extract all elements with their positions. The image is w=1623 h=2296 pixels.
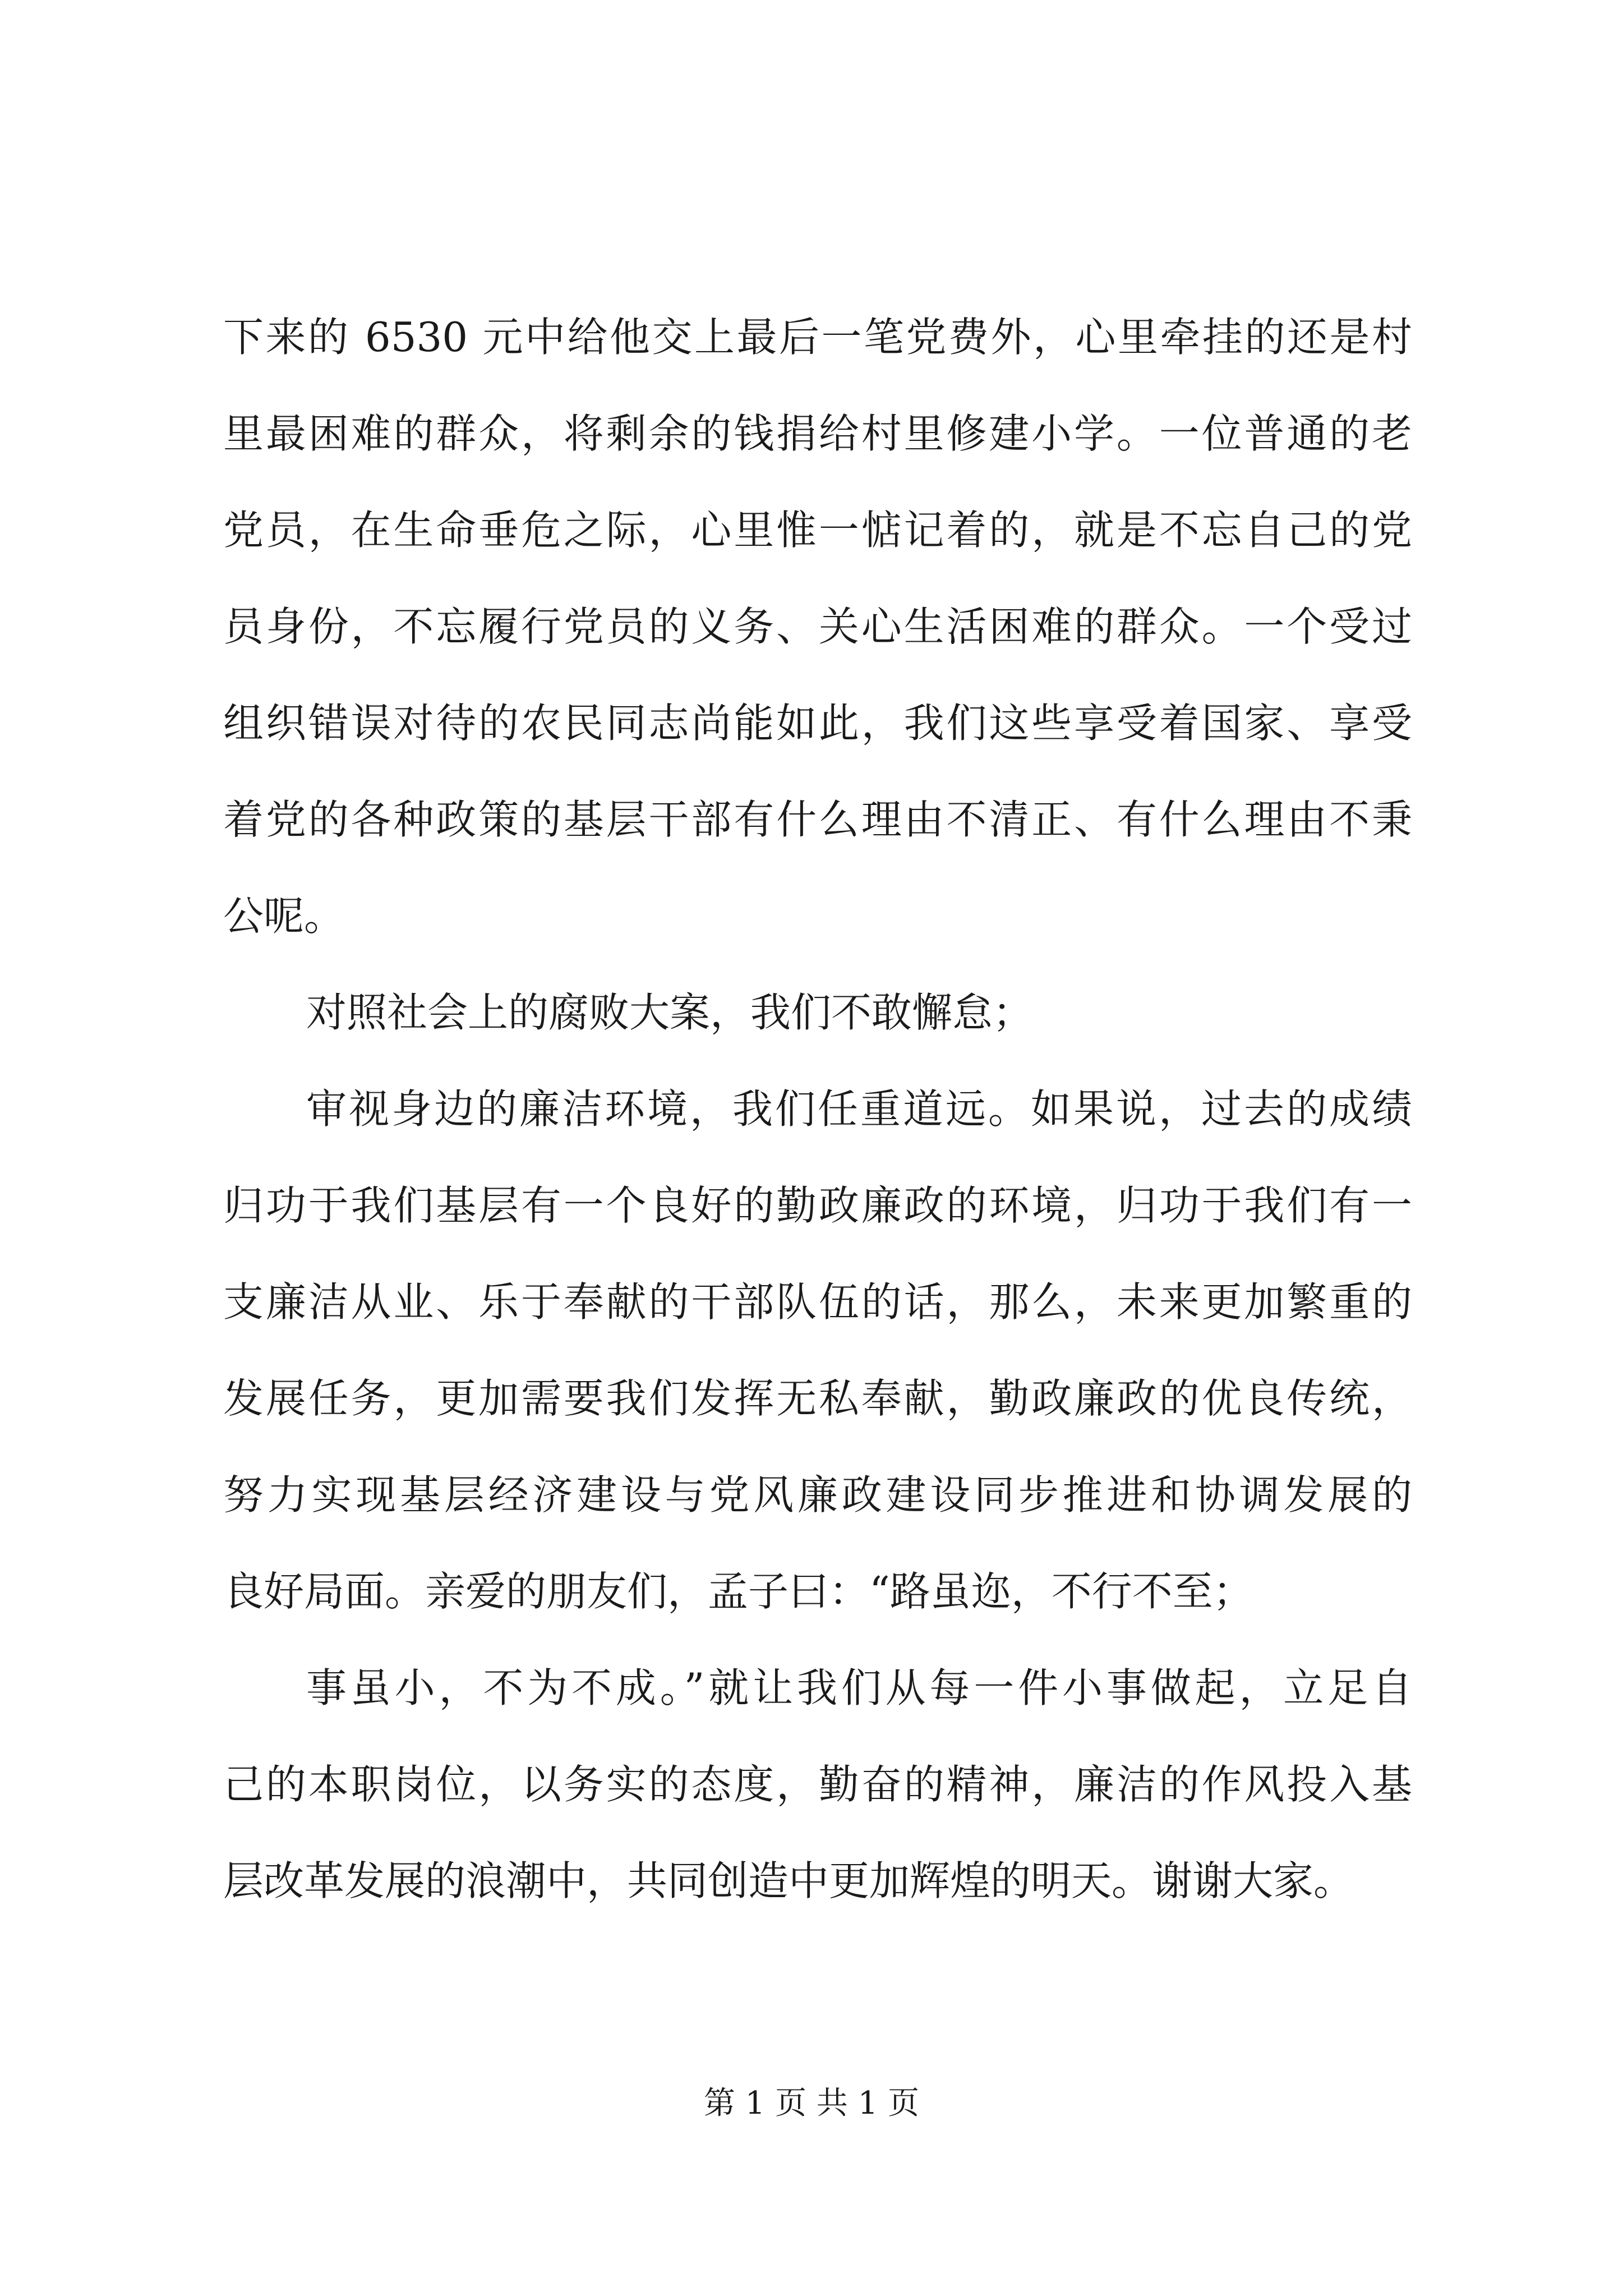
- text-line: 努力实现基层经济建设与党风廉政建设同步推进和协调发展的: [223, 1471, 1412, 1519]
- text-line: 公呢。: [223, 892, 345, 940]
- document-body: [223, 289, 1412, 1929]
- text-line: 里最困难的群众，将剩余的钱捐给村里修建小学。一位普通的老: [223, 410, 1412, 457]
- text-line: 审视身边的廉洁环境，我们任重道远。如果说，过去的成绩: [306, 1085, 1412, 1133]
- text-line: 党员，在生命垂危之际，心里惟一惦记着的，就是不忘自己的党: [223, 507, 1412, 554]
- text-line: 层改革发展的浪潮中，共同创造中更加辉煌的明天。谢谢大家。: [223, 1857, 1354, 1904]
- text-line: 支廉洁从业、乐于奉献的干部队伍的话，那么，未来更加繁重的: [223, 1278, 1412, 1326]
- text-line: 事虽小，不为不成。”就让我们从每一件小事做起，立足自: [306, 1664, 1412, 1711]
- text-line: 归功于我们基层有一个良好的勤政廉政的环境，归功于我们有一: [223, 1182, 1412, 1229]
- text-line: 员身份，不忘履行党员的义务、关心生活困难的群众。一个受过: [223, 603, 1412, 650]
- page-footer: 第 1 页 共 1 页: [703, 2085, 920, 2122]
- text-line: 着党的各种政策的基层干部有什么理由不清正、有什么理由不秉: [223, 796, 1412, 843]
- text-line: 良好局面。亲爱的朋友们，孟子曰：“路虽迩，不行不至；: [223, 1568, 1253, 1615]
- text-line: 己的本职岗位，以务实的态度，勤奋的精神，廉洁的作风投入基: [223, 1761, 1412, 1808]
- text-line: 对照社会上的腐败大案，我们不敢懈怠；: [306, 989, 1034, 1036]
- text-line: 发展任务，更加需要我们发挥无私奉献，勤政廉政的优良传统，: [223, 1375, 1412, 1422]
- text-line: 下来的 6530 元中给他交上最后一笔党费外，心里牵挂的还是村: [223, 314, 1412, 361]
- text-line: 组织错误对待的农民同志尚能如此，我们这些享受着国家、享受: [223, 700, 1412, 747]
